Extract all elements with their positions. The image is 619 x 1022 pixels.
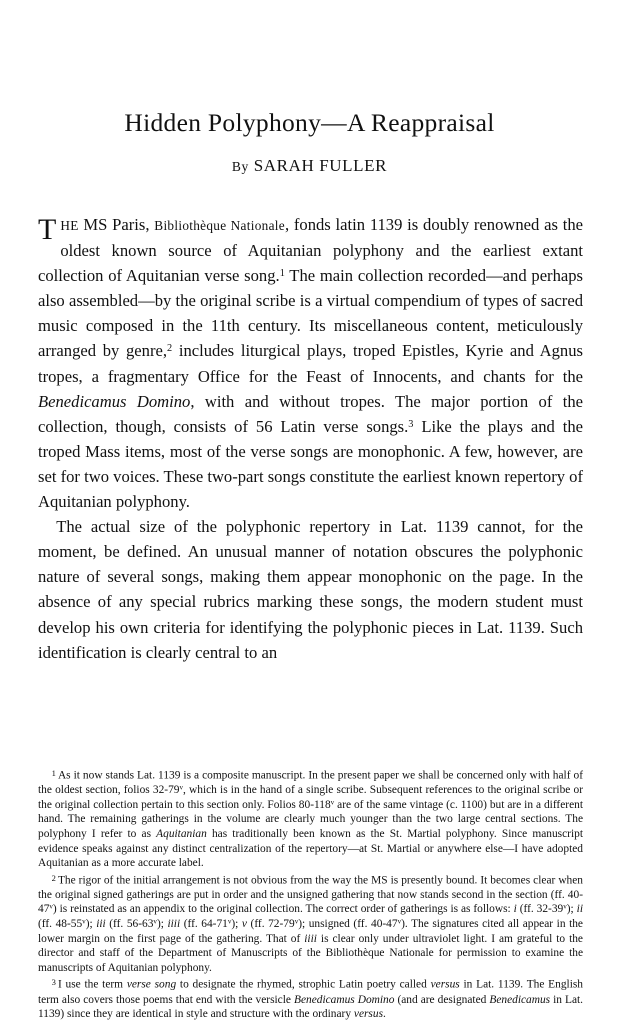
verso-mark: v [330, 798, 335, 807]
text-run: (ff. 48-55 [38, 918, 83, 931]
text-run: As it now stands Lat. 1139 is a composite manuscript. In the present paper we shall be concerned only with half of the oldest section, folios 32-79 [38, 769, 583, 797]
italic-term: versus [353, 1008, 383, 1021]
text-run: , with and without tropes. The major portion of the collection, though, consists of 56 Latin verse songs. [38, 391, 583, 436]
gathering-sig: v [241, 918, 247, 931]
article-title: Hidden Polyphony—A Reappraisal [124, 108, 495, 137]
text-run: The rigor of the initial arrangement is not obvious from the way the MS is presently bound. It becomes clear when the original signed gatherings are put in order and the unsigned gathering that now stands second in the section (ff. 40-47 [38, 874, 583, 916]
verso-mark: v [563, 902, 567, 911]
text-run: ). The signatures cited all appear in the lower margin on the first page of the gathering. That of [38, 918, 583, 945]
library-name: Bibliothèque Nationale [154, 218, 285, 233]
gathering-sig: iiii [304, 932, 317, 945]
text-run: (ff. 32-39 [516, 903, 564, 916]
verso-mark: v [153, 917, 157, 926]
text-run: are of the same vintage (c. 1100) but are in a different hand. The remaining gatherings in the volume are clearly much younger than the two large central sections. The polyphony I refer to as [38, 798, 583, 840]
italic-term: Benedicamus Domino [293, 993, 395, 1006]
text-run: ) is reinstated as an appendix to the original collection. The correct order of gatherings is as follows: [52, 903, 514, 916]
footnote-2 [38, 871, 583, 976]
italic-term: Aquitanian [156, 827, 207, 840]
italic-term: Benedicamus [489, 993, 551, 1006]
footnote-1 [38, 766, 583, 871]
text-run: The main collection recorded—and perhaps also assembled—by the original scribe is a virtual compendium of types of sacred music composed in the 11th century. Its miscellaneous content, meticulously arranged by genre, [38, 266, 584, 361]
italic-term: versus [430, 979, 460, 991]
verso-mark: v [82, 917, 86, 926]
text-run: ); [566, 903, 577, 916]
text-run: ); unsigned (ff. 40-47 [298, 918, 398, 931]
text-run: (ff. 64-71 [180, 918, 228, 931]
text-run: ); [231, 918, 242, 931]
italic-term: verse song [126, 979, 177, 991]
paragraph-2: The actual size of the polyphonic repertory in Lat. 1139 cannot, for the moment, be defined. An unusual manner of notation obscures the polyphonic nature of several songs, making them appear monophonic on the page. In the absence of any special rubrics marking these songs, the modern student must develop his own criteria for identifying the polyphonic pieces in Lat. 1139. Such identification is clearly central to an [38, 517, 583, 662]
footnote-number: 3 [51, 977, 56, 988]
article-body [38, 212, 583, 665]
text-run: ); [156, 918, 168, 931]
text-run: . [383, 1008, 386, 1021]
footnote-number: 1 [51, 768, 56, 778]
gathering-sig: ii [576, 903, 583, 916]
gathering-sig: iii [96, 918, 106, 931]
italic-term: Benedicamus Domino [38, 391, 191, 411]
verso-mark: v [397, 917, 402, 926]
small-caps-lead: HE [60, 218, 79, 233]
text-run: is clear only under ultraviolet light. I am grateful to the director and staff of the Department of Manuscripts of the Bibliothèque Nationale for permission to examine the manuscripts of Aquitanian polyphony. [38, 932, 583, 974]
verso-mark: v [49, 902, 53, 911]
paragraph-1 [38, 212, 583, 514]
author-name: SARAH FULLER [253, 156, 388, 175]
text-run: (ff. 56-63 [105, 918, 154, 931]
text-run: (ff. 72-79 [246, 918, 295, 931]
text-run: Like the plays and the troped Mass items, most of the verse songs are monophonic. A few, however, are set for two voices. These two-part songs constitute the earliest known repertory of Aquitanian polyphony. [38, 416, 584, 512]
footnote-ref-3[interactable]: 3 [408, 418, 414, 430]
footnote-ref-2[interactable]: 2 [167, 343, 173, 355]
text-run: ); [85, 918, 97, 931]
text-run: has traditionally been known as the St. Martial polyphony. Since manuscript evidence speaks against any distinct centralization of the repertory—at St. Martial or anywhere else—I have adopted Aquitanian as a more accurate label. [38, 827, 583, 870]
drop-cap: T [38, 213, 57, 246]
footnote-ref-1[interactable]: 1 [279, 268, 285, 280]
text-run: I use the term [57, 979, 127, 991]
verso-mark: v [227, 917, 232, 926]
footnote-3 [38, 975, 583, 1021]
text-run: in Lat. 1139. The English term also covers those poems that end with the versicle [38, 979, 583, 1006]
text-run: , fonds latin 1139 is doubly renowned as the oldest known source of Aquitanian polyphony and the earliest extant collection of Aquitanian verse song. [38, 215, 583, 286]
byline [0, 156, 619, 176]
gathering-sig: i [513, 903, 517, 916]
byline-by: By [231, 159, 249, 174]
footnote-number: 2 [51, 872, 56, 883]
text-run: to designate the rhymed, strophic Latin poetry called [176, 979, 431, 991]
text-run: (and are designated [394, 993, 490, 1006]
verso-mark: v [294, 917, 299, 926]
text-run: in Lat. 1139) since they are identical in style and structure with the ordinary [38, 993, 584, 1021]
text-run: includes liturgical plays, troped Epistles, Kyrie and Agnus tropes, a fragmentary Office for the Feast of Innocents, and chants for the [38, 341, 583, 386]
verso-mark: v [179, 783, 183, 792]
text-run: , which is in the hand of a single scribe. Subsequent references to the original scribe or the original collection pertain to this section only. Folios 80-118 [38, 784, 583, 811]
footnotes [38, 766, 583, 1022]
text-run: MS Paris, [78, 215, 155, 234]
gathering-sig: iiii [167, 918, 181, 931]
